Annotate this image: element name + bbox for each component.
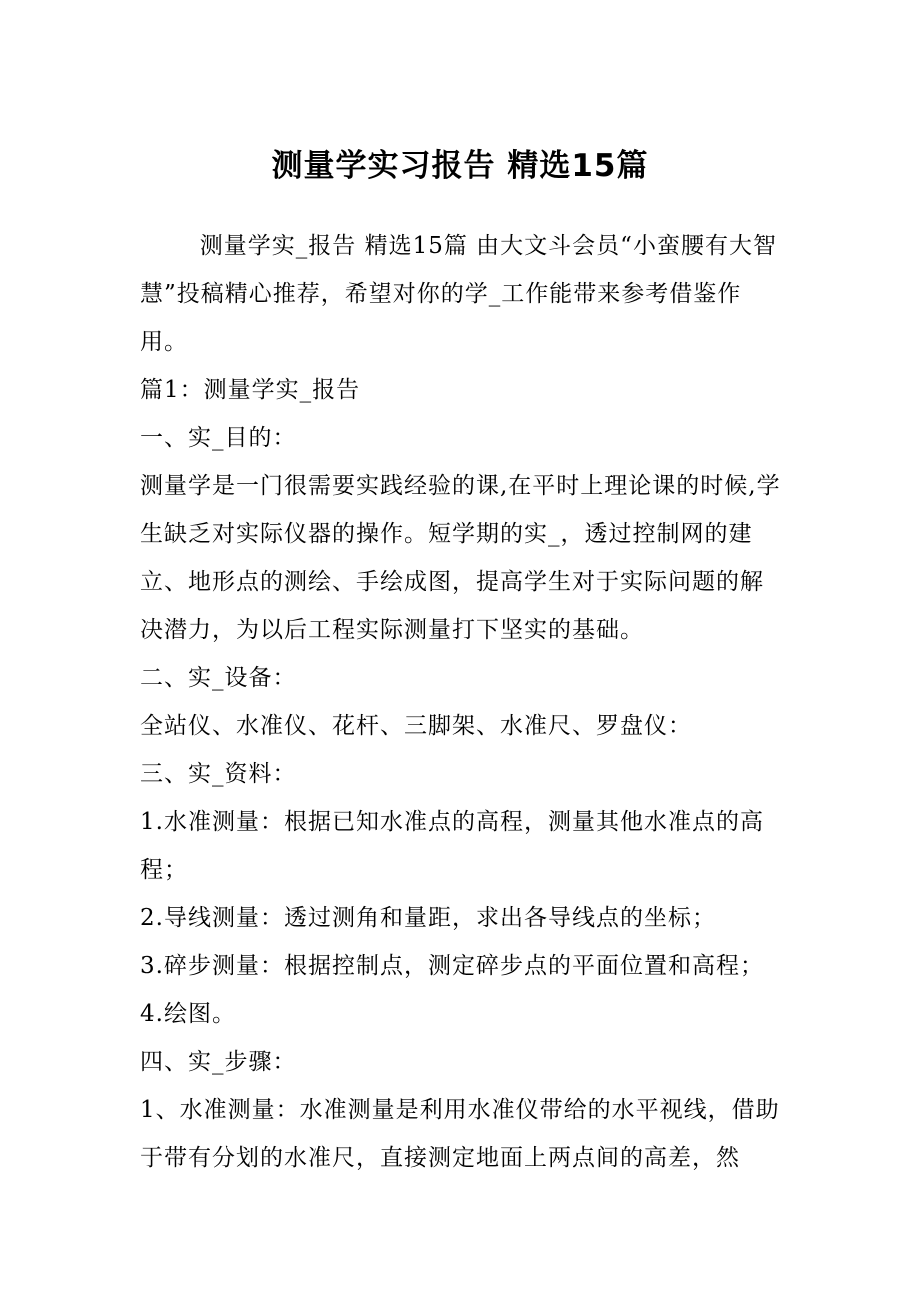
document-title: 测量学实习报告 精选15篇: [271, 148, 649, 184]
equipment-list: 全站仪、水准仪、花杆、三脚架、水准尺、罗盘仪：: [140, 713, 692, 739]
heading-purpose: 一、实_目的：: [140, 425, 297, 451]
heading-steps: 四、实_步骤：: [140, 1049, 297, 1075]
heading-content: 三、实_资料：: [140, 761, 297, 787]
steps-paragraph-1: 1、水准测量：水准测量是利用水准仪带给的水平视线，借助于带有分划的水准尺，直接测定地面上两点间的高差，然: [140, 1097, 780, 1171]
heading-equipment: 二、实_设备：: [140, 665, 297, 691]
intro-paragraph: 测量学实_报告 精选15篇 由大文斗会员“小蛮腰有大智慧”投稿精心推荐，希望对你的学_工作能带来参考借鉴作用。: [140, 233, 777, 355]
document-body: [140, 222, 782, 1182]
content-item-4: 4.绘图。: [140, 1001, 236, 1027]
content-item-1: 1.水准测量：根据已知水准点的高程，测量其他水准点的高程；: [140, 809, 764, 883]
content-item-2: 2.导线测量：透过测角和量距，求出各导线点的坐标；: [140, 905, 716, 931]
purpose-paragraph: 测量学是一门很需要实践经验的课,在平时上理论课的时候,学生缺乏对实际仪器的操作。短学期的实_，透过控制网的建立、地形点的测绘、手绘成图，提高学生对于实际问题的解决潜力，为以后工程实际测量打下坚实的基础。: [140, 473, 781, 643]
content-item-3: 3.碎步测量：根据控制点，测定碎步点的平面位置和高程；: [140, 953, 764, 979]
section-heading-part1: 篇1：测量学实_报告: [140, 377, 361, 403]
